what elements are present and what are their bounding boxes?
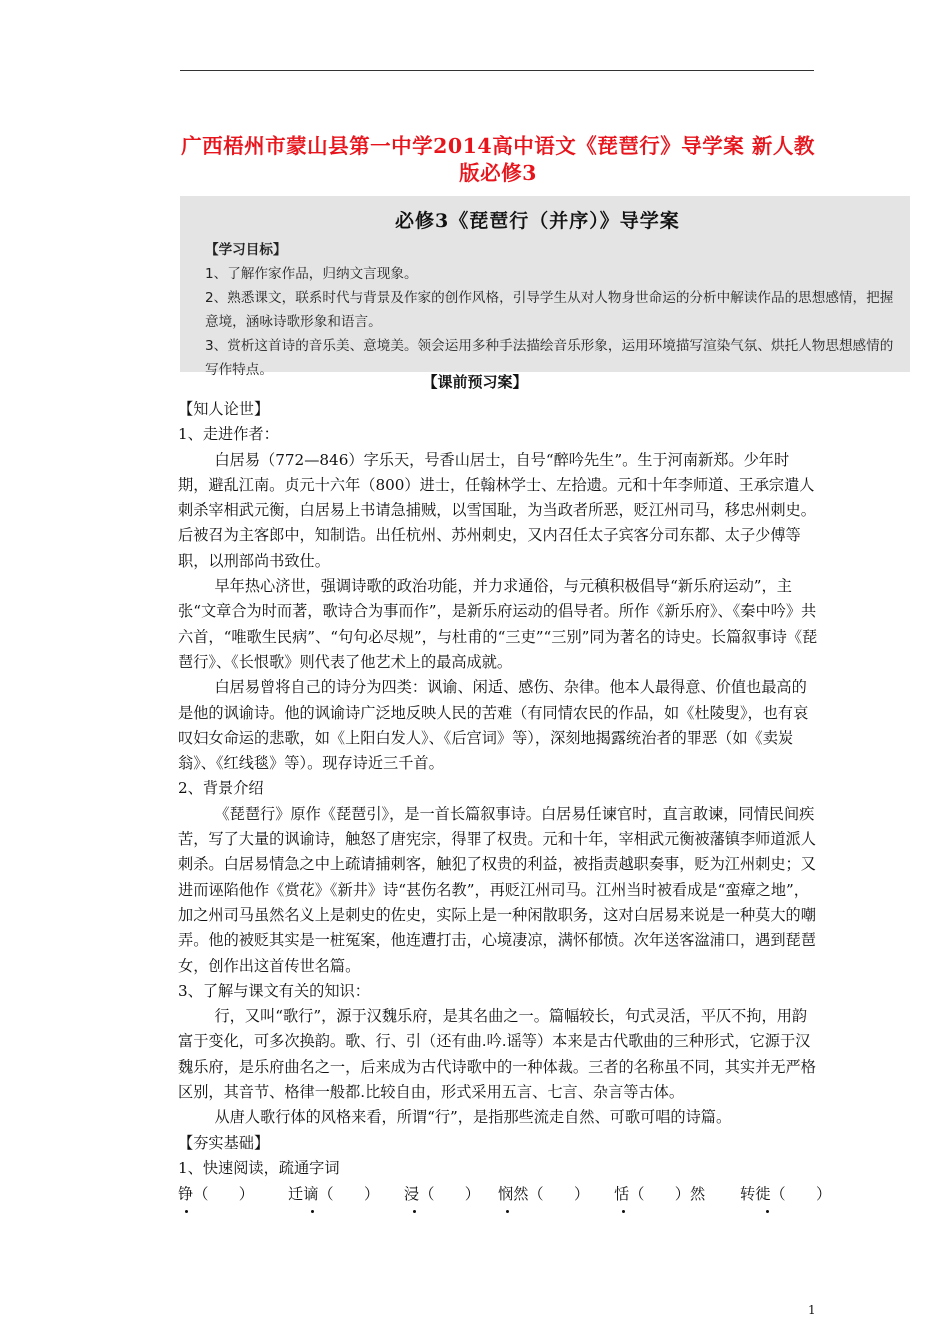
know-author-header: 【知人论世】 (178, 400, 270, 418)
author-poetics-paragraph: 早年热心济世，强调诗歌的政治功能，并力求通俗，与元稹积极倡导“新乐府运动”，主张“文章合为时而著，歌诗合为事而作”，是新乐府运动的倡导者。所作《新乐府》、《秦中吟》共六首，“唯歌生民病”、“句句必尽规”，与杜甫的“三吏”“三别”同为著名的诗史。长篇叙事诗《琵琶行》、《长恨歌》则代表了他艺术上的最高成就。 (178, 577, 818, 671)
emphasis-dot (766, 1210, 769, 1213)
emphasis-dot (413, 1210, 416, 1213)
fill-item-zheng[interactable]: 铮（ ） (178, 1185, 254, 1203)
question-1-label: 1、快速阅读，疏通字词 (178, 1158, 340, 1177)
background-paragraph: 《琵琶行》原作《琵琶引》，是一首长篇叙事诗。白居易任谏官时，直言敢谏，同情民间疾苦，写了大量的讽谕诗，触怒了唐宪宗，得罪了权贵。元和十年，宰相武元衡被藩镇李师道派人刺杀。白居易情急之中上疏请捕刺客，触犯了权贵的利益，被指责越职奏事，贬为江州刺史；又进而诬陷他作《赏花》《新井》诗“甚伤名教”，再贬江州司马。江州当时被看成是“蛮瘴之地”，加之州司马虽然名义上是刺史的佐史，实际上是一种闲散职务，这对白居易来说是一种莫大的嘲弄。他的被贬其实是一桩冤案，他连遭打击，心境凄凉，满怀郁愤。次年送客湓浦口，遇到琵琶女，创作出这首传世名篇。 (178, 804, 816, 975)
emphasis-dot (311, 1210, 314, 1213)
section-2-label: 2、背景介绍 (178, 779, 264, 798)
fill-item-jin[interactable]: 浸（ ） (404, 1185, 480, 1203)
goal-item-2: 2、熟悉课文，联系时代与背景及作家的创作风格，引导学生从对人物身世命运的分析中解读作品的思想感情，把握意境，涵咏诗歌形象和语言。 (205, 290, 894, 330)
emphasis-dot (506, 1210, 509, 1213)
goals-header: 【学习目标】 (205, 242, 287, 258)
fill-item-zhuanxi[interactable]: 转徙（ ） (740, 1185, 832, 1203)
goal-item-3: 3、赏析这首诗的音乐美、意境美。领会运用多种手法描绘音乐形象，运用环境描写渲染气氛、烘托人物思想感情的写作特点。 (205, 338, 894, 378)
fill-item-qianzhe[interactable]: 迁谪（ ） (288, 1185, 380, 1203)
emphasis-dot (185, 1210, 188, 1213)
lesson-subtitle: 必修3《琵琶行（并序）》导学案 (395, 210, 680, 232)
learning-goals (205, 238, 905, 382)
document-title: 广西梧州市蒙山县第一中学2014高中语文《琵琶行》导学案 新人教版必修3 (181, 134, 815, 185)
section-1-label: 1、走进作者： (178, 425, 279, 444)
fill-item-minran[interactable]: 悯然（ ） (498, 1185, 590, 1203)
preview-body (178, 397, 818, 1181)
poem-categories-paragraph: 白居易曾将自己的诗分为四类：讽谕、闲适、感伤、杂律。他本人最得意、价值也最高的是他的讽谕诗。他的讽谕诗广泛地反映人民的苦难（有同情农民的作品，如《杜陵叟》，也有哀叹妇女命运的悲歌，如《上阳白发人》、《后宫词》等），深刻地揭露统治者的罪恶（如《卖炭翁》、《红线毯》等）。现存诗近三千首。 (178, 678, 809, 773)
goal-item-1: 1、了解作家作品，归纳文言现象。 (205, 266, 418, 282)
emphasis-dot (622, 1210, 625, 1213)
fill-item-tianran[interactable]: 恬（ ）然 (614, 1185, 706, 1203)
author-bio-paragraph: 白居易（772—846）字乐天，号香山居士，自号“醉吟先生”。生于河南新郑。少年时期，避乱江南。贞元十六年（800）进士，任翰林学士、左拾遗。元和十年李师道、王承宗遣人刺杀宰相武元衡，白居易上书请急捕贼，以雪国耻，为当政者所恶，贬江州司马，移忠州刺史。后被召为主客郎中，知制诰。出任杭州、苏州刺史，又内召任太子宾客分司东都、太子少傅等职，以刑部尚书致仕。 (178, 450, 816, 570)
solid-basics-header: 【夯实基础】 (178, 1133, 270, 1152)
genre-style-paragraph: 从唐人歌行体的风格来看，所谓“行”，是指那些流走自然、可歌可唱的诗篇。 (214, 1108, 732, 1127)
section-3-label: 3、了解与课文有关的知识： (178, 981, 370, 1000)
preview-section-header: 【课前预习案】 (422, 373, 528, 391)
top-rule (180, 70, 814, 71)
genre-paragraph: 行，又叫“歌行”，源于汉魏乐府，是其名曲之一。篇幅较长，句式灵活，平仄不拘，用韵富于变化，可多次换韵。歌、行、引（还有曲.吟.谣等）本来是古代歌曲的三种形式，它源于汉魏乐府，是乐府曲名之一，后来成为古代诗歌中的一种体裁。三者的名称虽不同，其实并无严格区别，其音节、格律一般都.比较自由，形式采用五言、七言、杂言等古体。 (178, 1007, 816, 1102)
page-number: 1 (808, 1303, 816, 1317)
